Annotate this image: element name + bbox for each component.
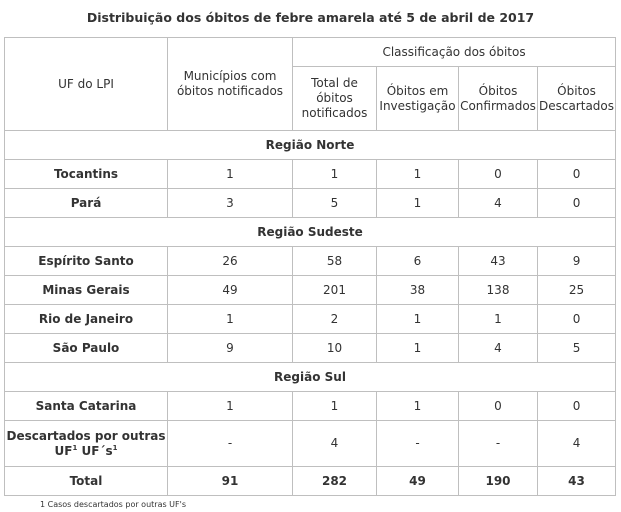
cell-confirmados: 43: [459, 247, 538, 276]
uf-name: Rio de Janeiro: [5, 305, 168, 334]
cell-municipios: 49: [168, 276, 293, 305]
cell-municipios: 26: [168, 247, 293, 276]
cell-confirmados: 0: [459, 160, 538, 189]
cell-investigacao: 1: [377, 392, 459, 421]
region-label: Região Norte: [5, 131, 616, 160]
uf-name: Espírito Santo: [5, 247, 168, 276]
region-row-sudeste: [5, 218, 616, 247]
uf-name: São Paulo: [5, 334, 168, 363]
total-investigacao: 49: [377, 467, 459, 496]
total-descartados: 43: [538, 467, 616, 496]
table-row: [5, 421, 616, 467]
header-descartados: Óbitos Descartados: [538, 67, 616, 131]
data-table: [4, 37, 616, 496]
cell-investigacao: 1: [377, 305, 459, 334]
region-row-norte: [5, 131, 616, 160]
cell-descartados: 0: [538, 160, 616, 189]
cell-municipios: -: [168, 421, 293, 467]
cell-municipios: 9: [168, 334, 293, 363]
table-row: [5, 305, 616, 334]
header-total: Total de óbitos notificados: [293, 67, 377, 131]
cell-descartados: 4: [538, 421, 616, 467]
footnote-marker: 1: [112, 443, 118, 452]
uf-name: Tocantins: [5, 160, 168, 189]
uf-name: [5, 421, 168, 467]
cell-total: 5: [293, 189, 377, 218]
cell-total: 58: [293, 247, 377, 276]
header-confirmados: Óbitos Confirmados: [459, 67, 538, 131]
table-row: [5, 392, 616, 421]
region-row-sul: [5, 363, 616, 392]
cell-total: 10: [293, 334, 377, 363]
header-municipios: Municípios com óbitos notificados: [168, 38, 293, 131]
table-row: [5, 160, 616, 189]
cell-total: 201: [293, 276, 377, 305]
uf-name-part2: UF´s: [77, 443, 113, 458]
cell-investigacao: 6: [377, 247, 459, 276]
cell-municipios: 1: [168, 305, 293, 334]
footnote: 1 Casos descartados por outras UF's: [40, 500, 187, 509]
cell-total: 1: [293, 392, 377, 421]
uf-name-line1: Descartados por outras: [6, 428, 166, 443]
cell-confirmados: 0: [459, 392, 538, 421]
cell-investigacao: 1: [377, 334, 459, 363]
cell-confirmados: 4: [459, 334, 538, 363]
header-classificacao: Classificação dos óbitos: [293, 38, 616, 67]
header-uf: UF do LPI: [5, 38, 168, 131]
cell-total: 1: [293, 160, 377, 189]
cell-investigacao: 1: [377, 160, 459, 189]
cell-confirmados: 138: [459, 276, 538, 305]
cell-confirmados: 1: [459, 305, 538, 334]
cell-municipios: 3: [168, 189, 293, 218]
table-row: [5, 334, 616, 363]
header-row-top: [5, 38, 616, 67]
cell-descartados: 25: [538, 276, 616, 305]
uf-name: Santa Catarina: [5, 392, 168, 421]
total-row: [5, 467, 616, 496]
cell-municipios: 1: [168, 392, 293, 421]
total-municipios: 91: [168, 467, 293, 496]
table-title: Distribuição dos óbitos de febre amarela até 5 de abril de 2017: [86, 10, 535, 25]
table-row: [5, 276, 616, 305]
cell-municipios: 1: [168, 160, 293, 189]
total-total: 282: [293, 467, 377, 496]
table-row: [5, 189, 616, 218]
total-confirmados: 190: [459, 467, 538, 496]
cell-investigacao: 1: [377, 189, 459, 218]
cell-descartados: 0: [538, 189, 616, 218]
cell-confirmados: 4: [459, 189, 538, 218]
total-label: Total: [5, 467, 168, 496]
region-label: Região Sudeste: [5, 218, 616, 247]
header-investigacao: Óbitos em Investigação: [377, 67, 459, 131]
region-label: Região Sul: [5, 363, 616, 392]
cell-total: 2: [293, 305, 377, 334]
cell-confirmados: -: [459, 421, 538, 467]
cell-descartados: 0: [538, 305, 616, 334]
cell-descartados: 0: [538, 392, 616, 421]
uf-name-part1: UF: [54, 443, 73, 458]
cell-investigacao: 38: [377, 276, 459, 305]
table-row: [5, 247, 616, 276]
cell-total: 4: [293, 421, 377, 467]
uf-name: Minas Gerais: [5, 276, 168, 305]
uf-name: Pará: [5, 189, 168, 218]
cell-descartados: 9: [538, 247, 616, 276]
footnote-marker: 1: [72, 443, 78, 452]
cell-investigacao: -: [377, 421, 459, 467]
cell-descartados: 5: [538, 334, 616, 363]
